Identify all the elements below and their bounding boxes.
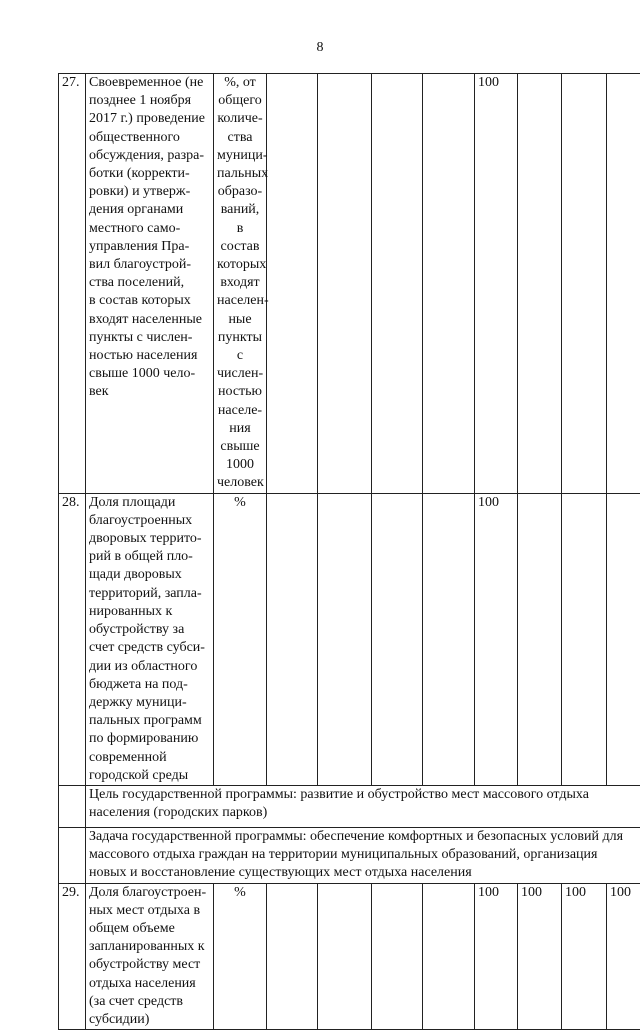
empty-cell [267,74,318,494]
value-cell: 100 [562,883,607,1030]
empty-cell [318,493,372,785]
empty-cell [607,493,640,785]
unit-of-measure: % [214,493,267,785]
empty-cell [607,74,640,494]
row-number: 28. [59,493,86,785]
program-task: Задача государственной программы: обеспечение комфортных и безопасных условий для массового отдыха граждан на территории муниципальных образований, организация новых и восстановление существующих мест отдыха населения [86,827,640,883]
empty-cell [318,74,372,494]
row-number: 29. [59,883,86,1030]
indicator-name: Доля благоустроен- ных мест отдыха в общем объеме запланированных к обустройству мест отдыха населения (за счет средств субсидии) [86,883,214,1030]
empty-cell [267,883,318,1030]
unit-of-measure: %, от общего количе- ства муници- пальных образо- ваний, в состав которых входят населен- ные пункты с числен- ностью населе- ния свыше 1000 человек [214,74,267,494]
table-row [59,883,640,1030]
value-cell: 100 [475,493,518,785]
empty-cell [59,785,86,827]
unit-of-measure: % [214,883,267,1030]
indicator-name: Доля площади благоустроенных дворовых террито- рий в общей пло- щади дворовых территорий, запла- нированных к обустройству за счет средств субси- дии из областного бюджета на под- держку муници- пальных программ по формированию современной городской среды [86,493,214,785]
empty-cell [423,74,475,494]
program-goal: Цель государственной программы: развитие и обустройство мест массового отдыха населения (городских парков) [86,785,640,827]
empty-cell [372,74,423,494]
empty-cell [518,74,562,494]
value-cell: 100 [475,883,518,1030]
empty-cell [267,493,318,785]
indicator-name: Своевременное (не позднее 1 ноября 2017 г.) проведение общественного обсуждения, разра- ботки (корректи- ровки) и утверж- дения органами местного само- управления Пра- вил благоустрой- ства поселений, в состав которых входят населенные пункты с числен- ностью населения свыше 1000 чело- век [86,74,214,494]
value-cell: 100 [475,74,518,494]
value-cell: 100 [518,883,562,1030]
table-row [59,493,640,785]
empty-cell [59,827,86,883]
empty-cell [423,883,475,1030]
empty-cell [318,883,372,1030]
empty-cell [562,74,607,494]
indicators-table [58,73,640,1030]
row-number: 27. [59,74,86,494]
goal-row [59,785,640,827]
empty-cell [372,883,423,1030]
value-cell: 100 [607,883,640,1030]
empty-cell [518,493,562,785]
task-row [59,827,640,883]
empty-cell [562,493,607,785]
page-number: 8 [0,40,640,56]
empty-cell [423,493,475,785]
table-row [59,74,640,494]
empty-cell [372,493,423,785]
